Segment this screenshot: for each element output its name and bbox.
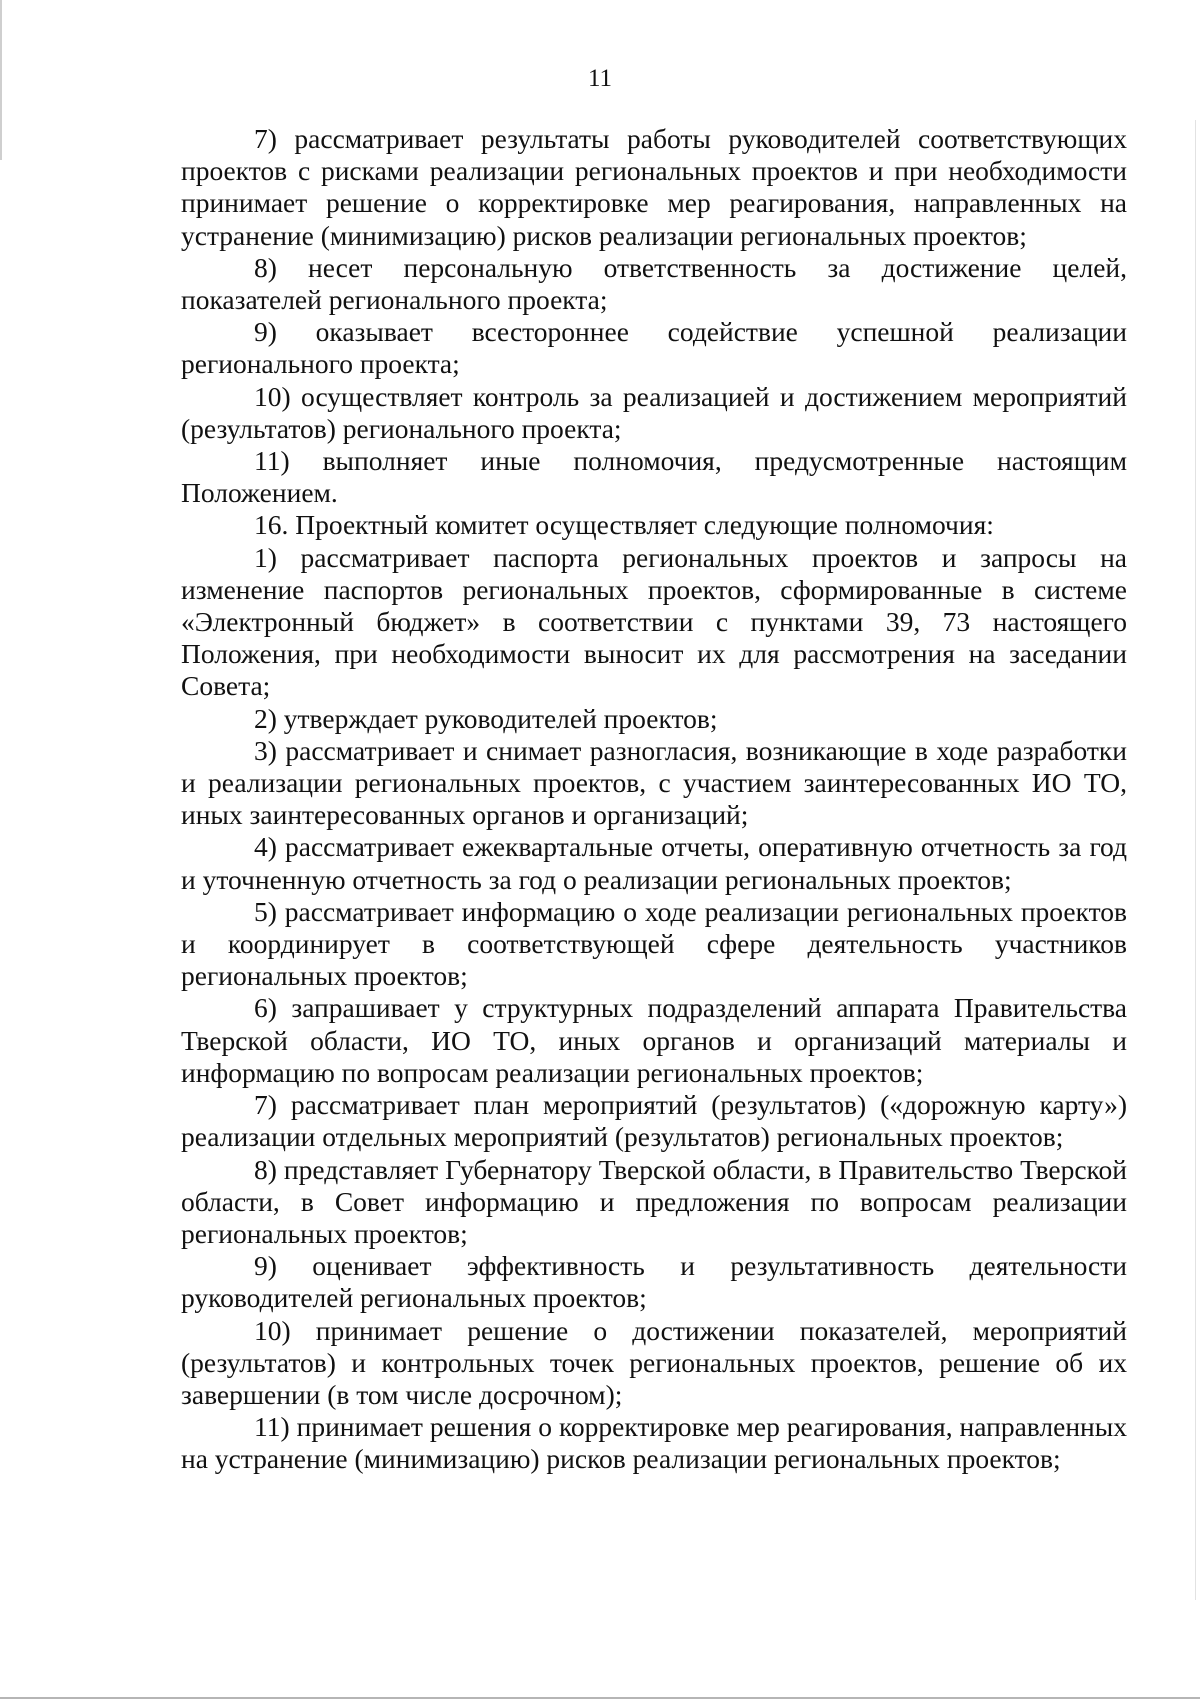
document-body: [181, 123, 1127, 1476]
paragraph: 3) рассматривает и снимает разногласия, возникающие в ходе разработки и реализации региональных проектов, с участием заинтересованных ИО ТО, иных заинтересованных органов и организаций;: [181, 734, 1127, 831]
paragraph: 8) несет персональную ответственность за достижение целей, показателей регионального проекта;: [181, 251, 1127, 316]
paragraph: 8) представляет Губернатору Тверской области, в Правительство Тверской области, в Совет информацию и предложения по вопросам реализации региональных проектов;: [181, 1153, 1127, 1249]
paragraph: 4) рассматривает ежеквартальные отчеты, оперативную отчетность за год и уточненную отчетность за год о реализации региональных проектов;: [181, 831, 1127, 895]
paragraph: 11) выполняет иные полномочия, предусмотренные настоящим Положением.: [181, 445, 1127, 509]
paragraph: 7) рассматривает результаты работы руководителей соответствующих проектов с рисками реализации региональных проектов и при необходимости принимает решение о корректировке мер реагирования, направленных на устранение (минимизацию) рисков реализации региональных проектов;: [181, 123, 1127, 251]
scan-edge-bottom: [0, 1697, 1200, 1699]
paragraph: 9) оценивает эффективность и результативность деятельности руководителей региональных проектов;: [181, 1250, 1127, 1314]
paragraph: 7) рассматривает план мероприятий (результатов) («дорожную карту») реализации отдельных мероприятий (результатов) региональных проектов;: [181, 1089, 1127, 1153]
scan-edge-right: [1195, 120, 1196, 1600]
paragraph: 10) осуществляет контроль за реализацией и достижением мероприятий (результатов) регионального проекта;: [181, 380, 1127, 444]
page-number: 11: [587, 65, 613, 92]
paragraph: 11) принимает решения о корректировке мер реагирования, направленных на устранение (минимизацию) рисков реализации региональных проектов;: [181, 1411, 1127, 1475]
paragraph: 10) принимает решение о достижении показателей, мероприятий (результатов) и контрольных точек региональных проектов, решение об их завершении (в том числе досрочном);: [181, 1314, 1127, 1410]
paragraph: 5) рассматривает информацию о ходе реализации региональных проектов и координирует в соответствующей сфере деятельность участников региональных проектов;: [181, 895, 1127, 992]
paragraph: 2) утверждает руководителей проектов;: [254, 702, 718, 734]
paragraph: 9) оказывает всестороннее содействие успешной реализации регионального проекта;: [181, 316, 1127, 380]
paragraph: 6) запрашивает у структурных подразделений аппарата Правительства Тверской области, ИО ТО, иных органов и организаций материалы и информацию по вопросам реализации региональных проектов;: [181, 992, 1127, 1088]
paragraph: 1) рассматривает паспорта региональных проектов и запросы на изменение паспортов региональных проектов, сформированные в системе «Электронный бюджет» в соответствии с пунктами 39, 73 настоящего Положения, при необходимости выносит их для рассмотрения на заседании Совета;: [181, 541, 1127, 702]
section-heading-paragraph: 16. Проектный комитет осуществляет следующие полномочия:: [254, 509, 994, 541]
